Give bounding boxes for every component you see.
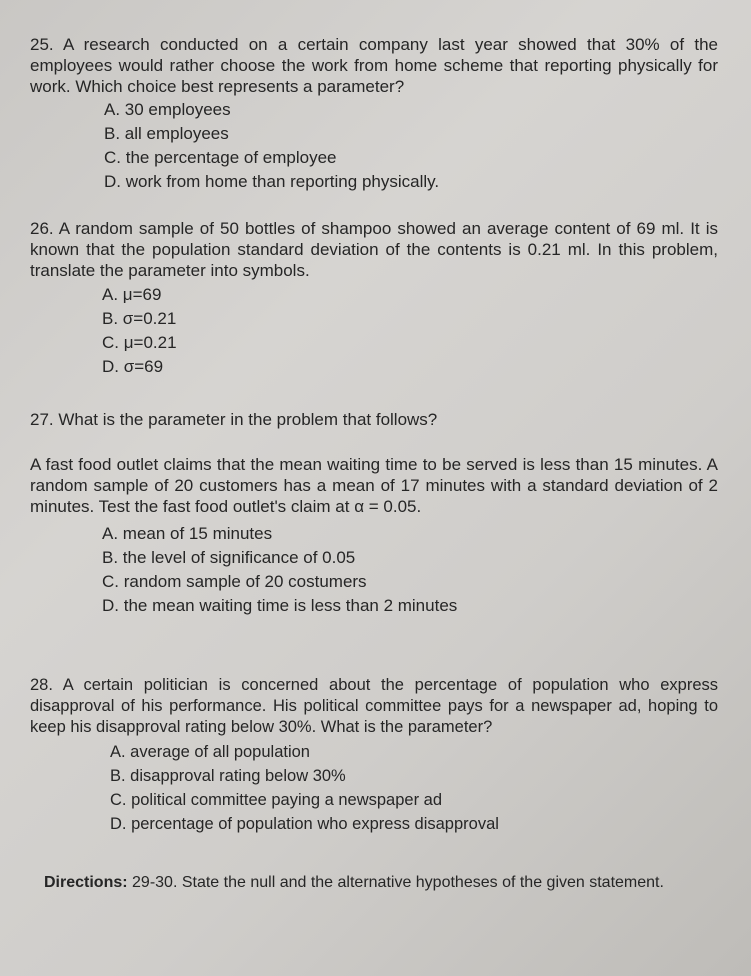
option-a: A. 30 employees xyxy=(104,100,231,119)
option-a: A. average of all population xyxy=(110,743,310,761)
option-a: A. μ=69 xyxy=(102,285,162,304)
question-28 xyxy=(30,675,718,836)
option-c: C. random sample of 20 costumers xyxy=(102,572,367,591)
option-list xyxy=(102,522,718,618)
question-stem: 28. A certain politician is concerned about the percentage of population who express disapproval of his performance. His political committee pays for a newspaper ad, hoping to keep his disapproval rating below 30%. What is the parameter? xyxy=(30,676,718,736)
directions xyxy=(44,873,724,892)
option-c: C. the percentage of employee xyxy=(104,148,337,167)
question-26 xyxy=(30,218,718,379)
option-list xyxy=(104,98,718,194)
question-25 xyxy=(30,34,718,194)
option-c: C. μ=0.21 xyxy=(102,333,177,352)
question-stem: 27. What is the parameter in the problem that follows? xyxy=(30,410,438,429)
option-d: D. work from home than reporting physically. xyxy=(104,172,440,191)
option-d: D. σ=69 xyxy=(102,357,164,376)
option-d: D. percentage of population who express disapproval xyxy=(110,815,499,833)
option-b: B. σ=0.21 xyxy=(102,309,177,328)
option-a: A. mean of 15 minutes xyxy=(102,524,273,543)
question-27 xyxy=(30,409,718,618)
option-b: B. disapproval rating below 30% xyxy=(110,767,346,785)
option-list xyxy=(102,283,718,379)
option-b: B. the level of significance of 0.05 xyxy=(102,548,356,567)
question-stem: 26. A random sample of 50 bottles of shampoo showed an average content of 69 ml. It is known that the population standard deviation of the contents is 0.21 ml. In this problem, translate the parameter into symbols. xyxy=(30,219,718,280)
option-c: C. political committee paying a newspaper ad xyxy=(110,791,443,809)
directions-label: Directions: xyxy=(44,874,128,891)
option-list xyxy=(110,740,718,836)
problem-scenario: A fast food outlet claims that the mean waiting time to be served is less than 15 minutes. A random sample of 20 customers has a mean of 17 minutes with a standard deviation of 2 minutes. Test the fast food outlet's claim at α = 0.05. xyxy=(30,455,718,516)
question-stem: 25. A research conducted on a certain company last year showed that 30% of the employees would rather choose the work from home scheme that reporting physically for work. Which choice best represents a parameter? xyxy=(30,35,718,96)
directions-text: 29-30. State the null and the alternative hypotheses of the given statement. xyxy=(132,874,664,891)
option-d: D. the mean waiting time is less than 2 minutes xyxy=(102,596,458,615)
option-b: B. all employees xyxy=(104,124,229,143)
